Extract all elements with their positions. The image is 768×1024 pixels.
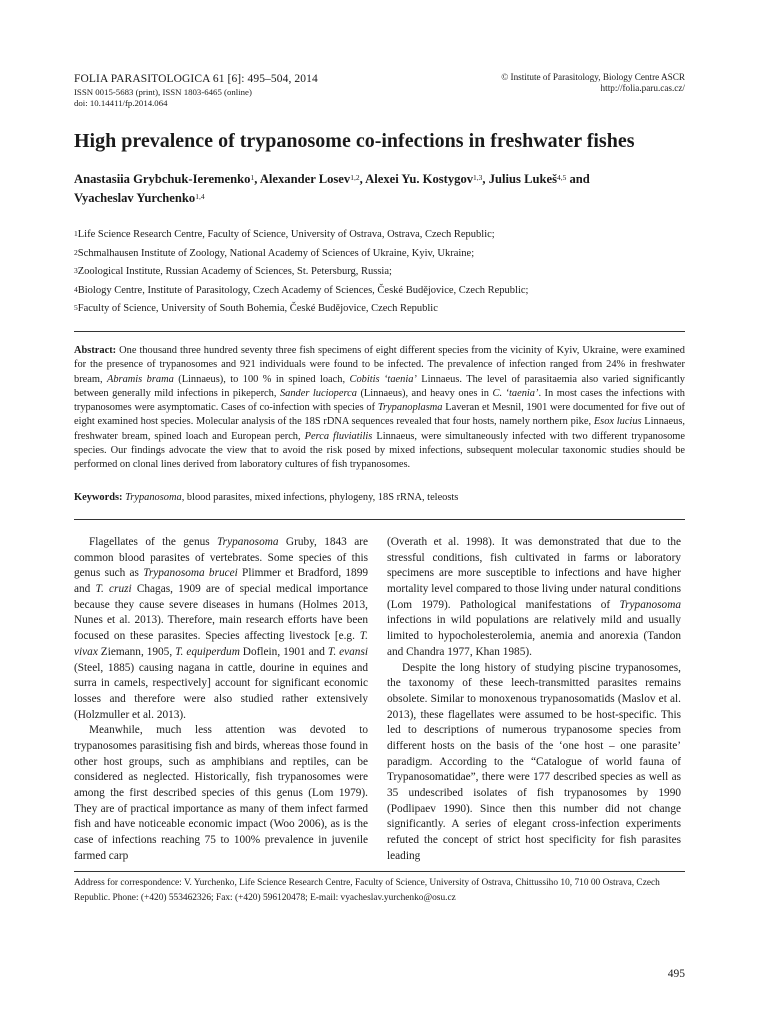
keywords-label: Keywords: xyxy=(74,492,123,503)
body-paragraph xyxy=(74,723,368,864)
italic-text: Trypanosoma brucei xyxy=(143,567,238,580)
affiliation xyxy=(74,226,685,245)
affiliation xyxy=(74,300,685,319)
divider xyxy=(74,871,685,872)
italic-text: Trypanoplasma xyxy=(377,402,443,414)
author-list xyxy=(74,170,685,208)
text-run: Linnaeus. The level of parasitaemia also varied significantly between generally mild infections in pikeperch, xyxy=(74,373,685,399)
text-run: Flagellates of the genus xyxy=(89,536,218,548)
affiliation-text: Biology Centre, Institute of Parasitology, Czech Academy of Sciences, České Budějovice, Czech Republic; xyxy=(77,284,529,296)
body-paragraph xyxy=(74,535,368,723)
italic-text: Trypanosoma xyxy=(217,536,279,548)
italic-text: Abramis brama xyxy=(107,373,174,385)
affiliation-text: Schmalhausen Institute of Zoology, National Academy of Sciences of Ukraine, Kyiv, Ukraine; xyxy=(77,247,475,259)
italic-text: Cobitis ‘taenia’ xyxy=(349,373,417,385)
text-run: Chagas, 1909 are of special medical importance because they cause severe diseases in humans (Holmes 2013, Nunes et al. 2013). Therefore, main research efforts have been focused on these parasites. Species affecting livestock [e.g. xyxy=(74,583,369,643)
body-column-left xyxy=(74,535,368,864)
text-run: (Linnaeus), to 100 % in spined loach, xyxy=(173,373,350,385)
affiliation-number: 5 xyxy=(74,303,78,312)
text-run: Plimmer et Bradford, 1899 and xyxy=(74,567,368,596)
affiliation xyxy=(74,282,685,301)
text-run: Linnaeus, were simultaneously infected with two different trypanosome species. Our findings advocate the view that to avoid the risk posed by mixed infections, subsequent molecular taxonomic studies should be performed on clonal lines derived from laboratory cultures of fish trypanosomes. xyxy=(74,430,685,471)
author-name: Vyacheslav Yurchenko xyxy=(74,191,196,205)
author-affiliation-ref: 1,3 xyxy=(473,173,483,182)
text-run: (Overath et al. 1998). It was demonstrated that due to the stressful conditions, fish cultivated in farms or laboratory specimens are more susceptible to infections and have higher mortality level compared to those living under natural conditions (Lom 1979). Pathological manifestations of xyxy=(387,536,681,611)
author-separator: , xyxy=(359,172,366,186)
affiliation-text: Life Science Research Centre, Faculty of Science, University of Ostrava, Ostrava, Czech Republic; xyxy=(77,229,495,240)
italic-text: T. evansi xyxy=(327,645,368,658)
text-run: (Linnaeus), and heavy ones in xyxy=(356,387,493,399)
journal-info xyxy=(74,72,318,109)
italic-text: Sander lucioperca xyxy=(279,387,357,399)
abstract-text xyxy=(74,345,685,470)
abstract-label: Abstract: xyxy=(74,345,117,356)
affiliation-number: 1 xyxy=(74,229,78,238)
journal-url[interactable]: http://folia.paru.cas.cz/ xyxy=(600,83,685,93)
text-run: Meanwhile, much less attention was devoted to trypanosomes parasitising fish and birds, whereas those found in other host groups, such as amphibians and reptiles, can be considered as neglected. Historically, fish trypanosomes were among the first described species of this genus (Lom 1979). They are of practical importance as many of them infect farmed fish and have noticeable economic impact (Woo 2006), as is the case of infections reaching 75 to 100% prevalence in juvenile farmed carp xyxy=(74,724,368,862)
italic-text: T. vivax xyxy=(74,630,368,658)
issn: ISSN 0015-5683 (print), ISSN 1803-6465 (online) xyxy=(74,87,252,97)
italic-text: Perca fluviatilis xyxy=(304,430,373,442)
text-run: Ziemann, 1905, xyxy=(97,645,176,658)
text-run: Doflein, 1901 and xyxy=(239,645,328,658)
keywords-text xyxy=(125,492,458,503)
italic-text: Esox lucius xyxy=(593,416,642,428)
doi: doi: 10.14411/fp.2014.064 xyxy=(74,98,168,108)
body-paragraph xyxy=(387,535,681,661)
italic-text: Trypanosoma xyxy=(125,492,182,503)
affiliation-text: Zoological Institute, Russian Academy of Sciences, St. Petersburg, Russia; xyxy=(77,266,392,277)
body-column-right xyxy=(387,535,681,864)
divider xyxy=(74,331,685,332)
keywords xyxy=(74,491,685,505)
italic-text: C. ‘taenia’ xyxy=(492,387,539,399)
text-run: Despite the long history of studying piscine trypanosomes, the taxonomy of these leech-transmitted parasites remains obsolete. Similar to monoxenous trypanosomatids (Maslov et al. 2013), these flagellates were assumed to be host-specific. This led to descriptions of numerous trypanosome species from different hosts on the basis of the ‘one host – one parasite’ paradigm. According to the “Catalogue of world fauna of Trypanosomatidae”, there were 177 described species as well as 35 undescribed isolates of fish trypanosomes by 1990 (Podlipaev 1990). Since then this number did not change significantly. A series of elegant cross-infection experiments refuted the concept of strict host specificity for fish parasites leading xyxy=(387,661,681,862)
text-run: , blood parasites, mixed infections, phylogeny, 18S rRNA, teleosts xyxy=(181,492,459,503)
journal-header xyxy=(74,72,685,112)
affiliation-number: 2 xyxy=(74,247,78,257)
text-run: infections in wild populations are relatively mild and usually limited to hypocholesterolemia, anemia and anorexia (Tandon and Chandra 1977, Khan 1985). xyxy=(387,614,681,658)
affiliation-text: Faculty of Science, University of South Bohemia, České Budějovice, Czech Republic xyxy=(77,303,438,314)
author-affiliation-ref: 1,2 xyxy=(350,173,360,182)
text-run: . In most cases the infections with trypanosomes were asymptomatic. Cases of co-infection with species of xyxy=(74,387,685,414)
affiliation xyxy=(74,263,685,282)
text-run: Linnaeus, freshwater bream, spined loach and European perch, xyxy=(74,416,685,442)
author-name: Alexei Yu. Kostygov xyxy=(365,172,474,186)
publisher-info xyxy=(501,72,685,94)
text-run: Gruby, 1843 are common blood parasites of vertebrates. Some species of this genus such as xyxy=(74,536,368,580)
text-run: One thousand three hundred seventy three fish specimens of eight different species from the vicinity of Kyiv, Ukraine, were examined for the presence of trypanosomes and 921 individuals were found to be infected. The prevalence of infection ranged from 24% in freshwater bream, xyxy=(74,345,685,385)
author-affiliation-ref: 1,4 xyxy=(195,192,205,201)
author-name: Anastasiia Grybchuk-Ieremenko xyxy=(74,172,251,186)
text-run: Laveran et Mesnil, 1901 were documented for five out of eight examined host species. Molecular analysis of the 18S rDNA sequences revealed that four hosts, namely northern pike, xyxy=(74,402,685,428)
author-separator: , xyxy=(482,172,489,186)
author-affiliation-ref: 1 xyxy=(250,173,255,182)
author-separator: and xyxy=(566,172,590,186)
italic-text: T. cruzi xyxy=(95,583,132,596)
correspondence-address: Address for correspondence: V. Yurchenko, Life Science Research Centre, Faculty of Science, University of Ostrava, Chittussiho 10, 710 00 Ostrava, Czech Republic. Phone: (+420) 553462326; Fax: (+420) 596120478; E-mail: vyacheslav.yurchenko@osu.cz xyxy=(74,878,660,903)
author-affiliation-ref: 4,5 xyxy=(556,173,567,182)
abstract xyxy=(74,344,685,473)
author-name: Julius Lukeš xyxy=(488,172,557,186)
italic-text: T. equiperdum xyxy=(175,645,240,658)
italic-text: Trypanosoma xyxy=(619,598,681,611)
text-run: (Steel, 1885) causing nagana in cattle, dourine in equines and surra in camels, respectively] account for significant economic losses and therefore were also studied rather extensively (Holzmuller et al. 2013). xyxy=(74,661,368,721)
affiliation xyxy=(74,245,685,264)
affiliation-number: 4 xyxy=(74,284,78,294)
affiliations xyxy=(74,226,685,319)
page-number: 495 xyxy=(667,968,685,980)
copyright: © Institute of Parasitology, Biology Centre ASCR xyxy=(501,72,685,82)
affiliation-number: 3 xyxy=(74,266,78,275)
body-paragraph xyxy=(387,661,681,865)
author-name: Alexander Losev xyxy=(259,172,351,186)
divider xyxy=(74,519,685,520)
author-separator: , xyxy=(254,172,260,186)
journal-citation: FOLIA PARASITOLOGICA 61 [6]: 495–504, 2014 xyxy=(74,73,318,85)
article-title: High prevalence of trypanosome co-infections in freshwater fishes xyxy=(74,130,635,152)
